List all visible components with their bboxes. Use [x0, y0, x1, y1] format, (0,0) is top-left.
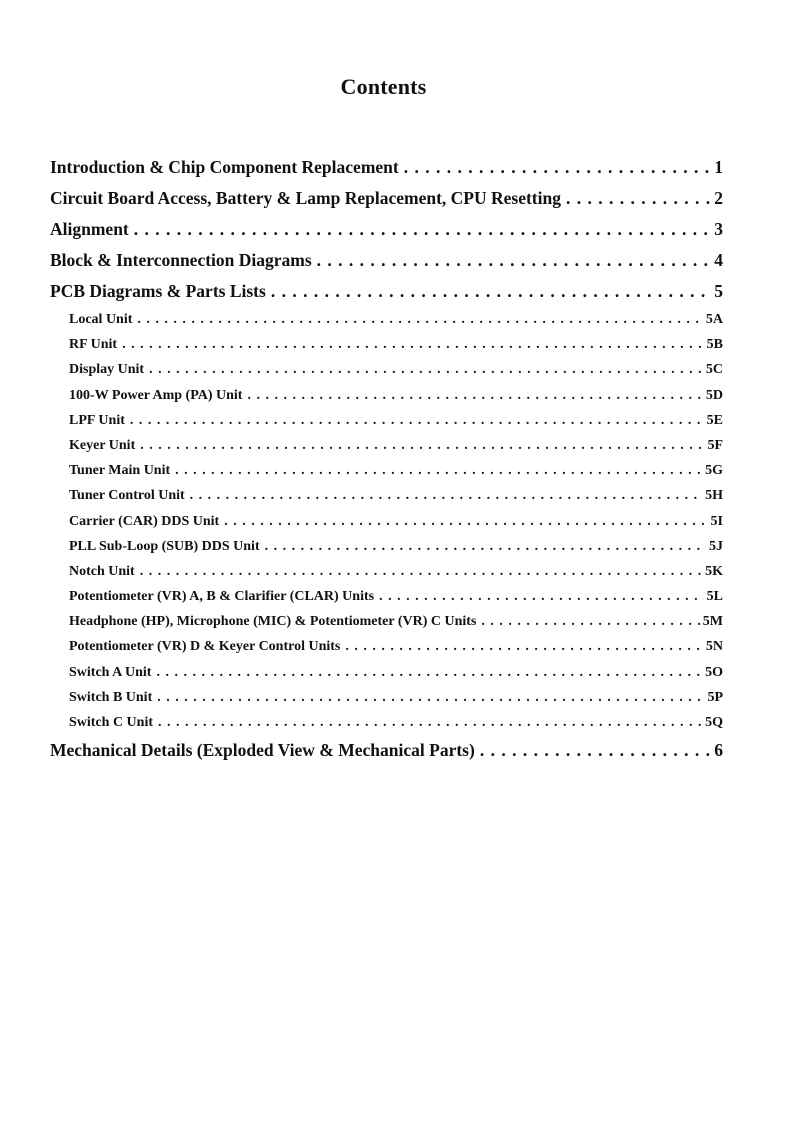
dot-leader [122, 332, 704, 357]
toc-entry-label: Block & Interconnection Diagrams [50, 250, 312, 270]
toc-entry-label: Keyer Unit [69, 437, 136, 453]
toc-entry-page-number: 5K [705, 563, 723, 579]
toc-entry-page-number: 5D [705, 387, 723, 403]
toc-subentry[interactable] [50, 609, 723, 634]
toc-entry-label: Tuner Control Unit [69, 488, 185, 504]
toc-subentry[interactable] [50, 307, 723, 332]
toc-entry[interactable] [50, 183, 723, 214]
dot-leader [137, 307, 702, 332]
dot-leader [149, 357, 703, 382]
toc-subentry[interactable] [50, 534, 723, 559]
table-of-contents [50, 152, 723, 766]
toc-entry-label: Tuner Main Unit [69, 463, 171, 479]
dot-leader [566, 183, 710, 214]
toc-entry-page-number: 5Q [705, 715, 723, 730]
toc-entry-page-number: 5O [705, 664, 723, 680]
toc-entry-label: Notch Unit [69, 563, 135, 579]
toc-entry-page-number: 2 [714, 188, 723, 208]
toc-entry-label: Carrier (CAR) DDS Unit [69, 513, 220, 529]
toc-subentry[interactable] [50, 660, 723, 685]
toc-subentry[interactable] [50, 559, 723, 584]
toc-subentry[interactable] [50, 383, 723, 408]
toc-entry-label: PCB Diagrams & Parts Lists [50, 281, 266, 301]
toc-entry[interactable] [50, 152, 723, 183]
toc-entry-label: 100-W Power Amp (PA) Unit [69, 387, 243, 403]
toc-entry-page-number: 5G [705, 463, 723, 479]
toc-entry-page-number: 5F [707, 437, 723, 453]
toc-subentry[interactable] [50, 357, 723, 382]
dot-leader [140, 433, 704, 458]
toc-entry-label: Switch B Unit [69, 689, 153, 705]
dot-leader [247, 383, 702, 408]
toc-entry-label: Switch C Unit [69, 715, 154, 730]
toc-entry-page-number: 5C [705, 362, 723, 378]
toc-entry-page-number: 5H [705, 488, 723, 504]
dot-leader [190, 483, 702, 508]
toc-subentry[interactable] [50, 483, 723, 508]
dot-leader [156, 660, 702, 685]
toc-entry-page-number: 4 [714, 250, 723, 270]
toc-subentry[interactable] [50, 408, 723, 433]
toc-entry[interactable] [50, 245, 723, 276]
toc-entry-page-number: 5L [706, 589, 723, 605]
dot-leader [379, 584, 704, 609]
dot-leader [271, 276, 710, 307]
dot-leader [130, 408, 704, 433]
toc-entry-page-number: 3 [714, 219, 723, 239]
toc-entry-page-number: 5E [706, 412, 723, 428]
toc-subentry[interactable] [50, 634, 723, 659]
dot-leader [481, 609, 699, 634]
dot-leader [140, 559, 702, 584]
toc-entry-label: Switch A Unit [69, 664, 152, 680]
toc-entry[interactable] [50, 276, 723, 307]
toc-entry-page-number: 5B [706, 337, 723, 353]
dot-leader [480, 735, 710, 766]
dot-leader [158, 710, 702, 735]
toc-subentry[interactable] [50, 685, 723, 710]
toc-entry-label: RF Unit [69, 337, 118, 353]
toc-entry-label: PLL Sub-Loop (SUB) DDS Unit [69, 538, 260, 554]
toc-subentry[interactable] [50, 584, 723, 609]
toc-subentry[interactable] [50, 433, 723, 458]
dot-leader [134, 214, 710, 245]
toc-entry-label: Alignment [50, 219, 129, 239]
toc-subentry[interactable] [50, 509, 723, 534]
page-title: Contents [340, 74, 427, 99]
toc-entry-label: Circuit Board Access, Battery & Lamp Replacement, CPU Resetting [50, 188, 561, 208]
toc-entry-page-number: 1 [714, 157, 723, 177]
toc-entry[interactable] [50, 214, 723, 245]
toc-entry-page-number: 5 [714, 281, 723, 301]
toc-entry-label: Display Unit [69, 362, 145, 378]
toc-entry-page-number: 5J [709, 538, 723, 554]
toc-subentry[interactable] [50, 458, 723, 483]
toc-entry-page-number: 5N [705, 639, 723, 655]
dot-leader [345, 634, 702, 659]
toc-entry-page-number: 5P [707, 689, 723, 705]
dot-leader [157, 685, 704, 710]
toc-entry[interactable] [50, 735, 723, 766]
toc-entry-page-number: 5I [710, 513, 723, 529]
toc-entry-label: Introduction & Chip Component Replacement [50, 157, 399, 177]
toc-entry-label: Potentiometer (VR) D & Keyer Control Units [69, 639, 341, 655]
toc-entry-label: Local Unit [69, 312, 133, 327]
toc-entry-page-number: 6 [714, 740, 723, 761]
toc-subentry[interactable] [50, 710, 723, 735]
toc-entry-label: Headphone (HP), Microphone (MIC) & Potentiometer (VR) C Units [69, 614, 477, 630]
toc-entry-label: Potentiometer (VR) A, B & Clarifier (CLAR) Units [69, 589, 375, 605]
dot-leader [404, 152, 710, 183]
toc-subentry[interactable] [50, 332, 723, 357]
dot-leader [317, 245, 710, 276]
toc-entry-label: Mechanical Details (Exploded View & Mechanical Parts) [50, 740, 475, 761]
dot-leader [265, 534, 706, 559]
dot-leader [175, 458, 702, 483]
toc-entry-page-number: 5M [702, 614, 723, 630]
toc-entry-page-number: 5A [705, 312, 723, 327]
toc-entry-label: LPF Unit [69, 412, 125, 428]
dot-leader [224, 509, 707, 534]
